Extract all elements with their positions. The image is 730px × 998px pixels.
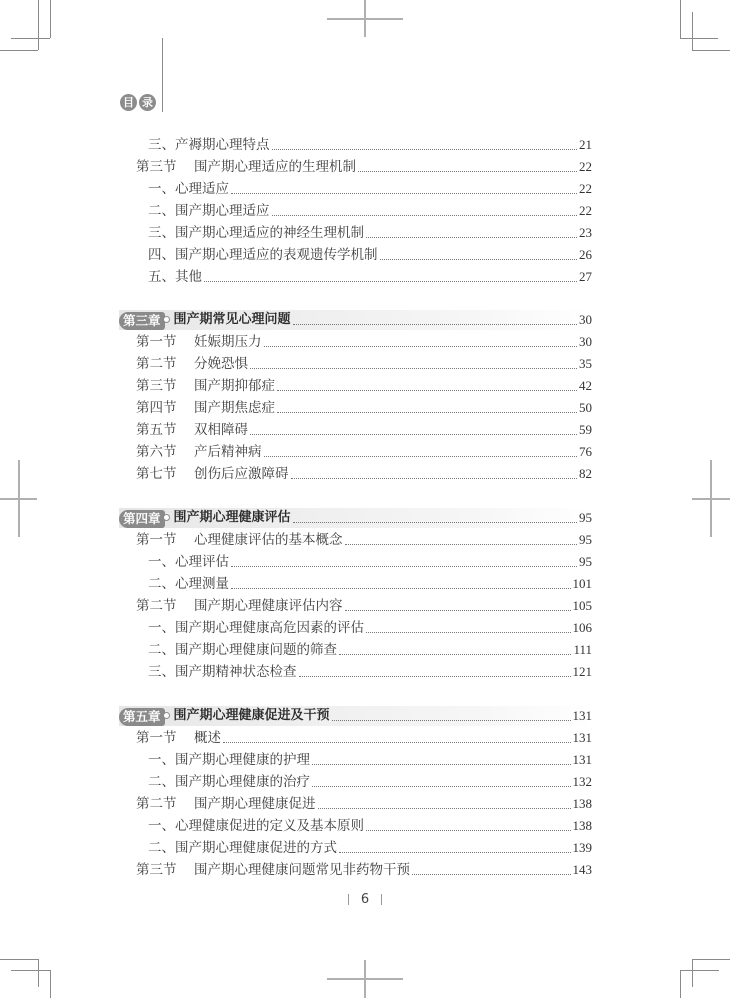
crop-mark bbox=[692, 50, 730, 51]
section-title: 围产期心理健康评估内容 bbox=[194, 598, 343, 614]
dot-leader bbox=[293, 324, 577, 325]
dot-leader bbox=[204, 281, 577, 282]
item-title: 一、围产期心理健康的护理 bbox=[148, 752, 310, 768]
dot-leader bbox=[358, 171, 577, 172]
dot-leader bbox=[366, 632, 571, 633]
crop-mark bbox=[0, 959, 38, 960]
toc-section-entry[interactable] bbox=[120, 376, 592, 396]
toc-item-entry[interactable] bbox=[120, 574, 592, 594]
crop-mark bbox=[680, 38, 718, 39]
page-ref: 121 bbox=[572, 664, 592, 679]
toc-item-entry[interactable] bbox=[120, 640, 592, 660]
item-title: 三、产褥期心理特点 bbox=[148, 137, 270, 153]
section-number: 第三节 bbox=[136, 378, 177, 394]
section-number: 第二节 bbox=[136, 598, 177, 614]
toc-section-entry[interactable] bbox=[120, 398, 592, 418]
page-ref: 22 bbox=[579, 181, 592, 196]
registration-mark bbox=[327, 978, 403, 980]
section-number: 第三节 bbox=[136, 862, 177, 878]
dot-leader bbox=[345, 544, 578, 545]
section-title: 围产期焦虑症 bbox=[194, 400, 275, 416]
section-title: 创伤后应激障碍 bbox=[194, 466, 289, 482]
item-title: 二、围产期心理健康的治疗 bbox=[148, 774, 310, 790]
dot-leader bbox=[412, 874, 571, 875]
page-ref: 95 bbox=[579, 532, 592, 547]
dot-leader bbox=[231, 193, 577, 194]
header-rule bbox=[162, 38, 163, 112]
crop-mark bbox=[50, 0, 51, 38]
section-title: 围产期抑郁症 bbox=[194, 378, 275, 394]
page-ref: 95 bbox=[579, 510, 592, 525]
registration-mark bbox=[327, 18, 403, 20]
page-footer bbox=[0, 892, 730, 907]
dot-leader bbox=[231, 588, 571, 589]
section-number: 第四节 bbox=[136, 400, 177, 416]
chapter-dot-icon bbox=[163, 712, 170, 719]
chapter-number-tag: 第四章 bbox=[119, 510, 165, 528]
page-ref: 30 bbox=[579, 334, 592, 349]
page-ref: 101 bbox=[572, 576, 592, 591]
toc-item-entry[interactable] bbox=[120, 552, 592, 572]
contents-badge-char: 目 bbox=[120, 94, 137, 111]
toc-item-entry[interactable] bbox=[120, 750, 592, 770]
section-number: 第二节 bbox=[136, 356, 177, 372]
page-ref: 22 bbox=[579, 203, 592, 218]
crop-mark bbox=[50, 970, 51, 998]
dot-leader bbox=[231, 566, 577, 567]
dot-leader bbox=[264, 346, 578, 347]
section-number: 第一节 bbox=[136, 334, 177, 350]
section-heading bbox=[136, 332, 262, 352]
crop-mark bbox=[38, 0, 39, 50]
page-ref: 26 bbox=[579, 247, 592, 262]
chapter-heading bbox=[119, 706, 330, 726]
page-ref: 131 bbox=[572, 708, 592, 723]
page-ref: 106 bbox=[572, 620, 592, 635]
toc-section-entry[interactable] bbox=[120, 530, 592, 550]
dot-leader bbox=[272, 149, 578, 150]
page-ref: 50 bbox=[579, 400, 592, 415]
toc-section-entry[interactable] bbox=[120, 860, 592, 880]
dot-leader bbox=[250, 434, 577, 435]
dot-leader bbox=[345, 610, 571, 611]
dot-leader bbox=[272, 215, 578, 216]
section-heading bbox=[136, 442, 262, 462]
toc-chapter-entry[interactable] bbox=[119, 706, 592, 726]
section-heading bbox=[136, 376, 275, 396]
chapter-number-tag: 第三章 bbox=[119, 312, 165, 330]
page-ref: 82 bbox=[579, 466, 592, 481]
chapter-heading bbox=[119, 310, 291, 330]
dot-leader bbox=[366, 237, 577, 238]
section-heading bbox=[136, 530, 343, 550]
toc-section-entry[interactable] bbox=[120, 332, 592, 352]
section-title: 心理健康评估的基本概念 bbox=[194, 532, 343, 548]
section-number: 第六节 bbox=[136, 444, 177, 460]
toc-item-entry[interactable] bbox=[120, 245, 592, 265]
crop-mark bbox=[680, 0, 681, 38]
section-title: 产后精神病 bbox=[194, 444, 262, 460]
item-title: 四、围产期心理适应的表观遗传学机制 bbox=[148, 247, 378, 263]
crop-mark bbox=[0, 50, 38, 51]
section-heading bbox=[136, 464, 289, 484]
footer-divider bbox=[381, 894, 382, 905]
item-title: 二、心理测量 bbox=[148, 576, 229, 592]
dot-leader bbox=[277, 390, 577, 391]
toc-section-entry[interactable] bbox=[120, 794, 592, 814]
section-number: 第二节 bbox=[136, 796, 177, 812]
page-ref: 27 bbox=[579, 269, 592, 284]
chapter-title: 围产期心理健康促进及干预 bbox=[173, 708, 330, 723]
toc-item-entry[interactable] bbox=[120, 838, 592, 858]
toc-section-entry[interactable] bbox=[120, 464, 592, 484]
dot-leader bbox=[332, 720, 571, 721]
crop-mark bbox=[692, 959, 693, 987]
page-ref: 138 bbox=[572, 818, 592, 833]
toc-item-entry[interactable] bbox=[120, 135, 592, 155]
toc-item-entry[interactable] bbox=[120, 772, 592, 792]
toc-section-entry[interactable] bbox=[120, 354, 592, 374]
dot-leader bbox=[277, 412, 577, 413]
toc-item-entry[interactable] bbox=[120, 179, 592, 199]
section-heading bbox=[136, 728, 221, 748]
dot-leader bbox=[339, 852, 571, 853]
dot-leader bbox=[312, 764, 571, 765]
chapter-number-tag: 第五章 bbox=[119, 708, 165, 726]
item-title: 一、心理适应 bbox=[148, 181, 229, 197]
footer-divider bbox=[348, 894, 349, 905]
item-title: 一、围产期心理健康高危因素的评估 bbox=[148, 620, 364, 636]
dot-leader bbox=[264, 456, 578, 457]
contents-badge-char: 录 bbox=[139, 94, 156, 111]
section-title: 围产期心理适应的生理机制 bbox=[194, 159, 356, 175]
section-number: 第五节 bbox=[136, 422, 177, 438]
page-number: 6 bbox=[360, 892, 370, 907]
registration-mark bbox=[0, 498, 37, 500]
chapter-title: 围产期心理健康评估 bbox=[173, 510, 291, 525]
section-heading bbox=[136, 596, 343, 616]
item-title: 三、围产期心理适应的神经生理机制 bbox=[148, 225, 364, 241]
crop-mark bbox=[11, 38, 50, 39]
section-title: 概述 bbox=[194, 730, 221, 746]
section-heading bbox=[136, 398, 275, 418]
page-ref: 95 bbox=[579, 554, 592, 569]
toc-section-entry[interactable] bbox=[120, 157, 592, 177]
page-ref: 139 bbox=[572, 840, 592, 855]
chapter-title: 围产期常见心理问题 bbox=[173, 312, 291, 327]
page-ref: 30 bbox=[579, 312, 592, 327]
section-title: 围产期心理健康促进 bbox=[194, 796, 316, 812]
section-title: 分娩恐惧 bbox=[194, 356, 248, 372]
item-title: 一、心理健康促进的定义及基本原则 bbox=[148, 818, 364, 834]
chapter-dot-icon bbox=[163, 316, 170, 323]
item-title: 一、心理评估 bbox=[148, 554, 229, 570]
toc-item-entry[interactable] bbox=[120, 201, 592, 221]
crop-mark bbox=[692, 12, 693, 50]
item-title: 二、围产期心理适应 bbox=[148, 203, 270, 219]
item-title: 三、围产期精神状态检查 bbox=[148, 664, 297, 680]
item-title: 五、其他 bbox=[148, 269, 202, 285]
crop-mark bbox=[38, 959, 39, 987]
page-ref: 131 bbox=[572, 730, 592, 745]
crop-mark bbox=[680, 970, 681, 998]
chapter-heading bbox=[119, 508, 291, 528]
dot-leader bbox=[380, 259, 578, 260]
section-number: 第七节 bbox=[136, 466, 177, 482]
page-ref: 35 bbox=[579, 356, 592, 371]
section-heading bbox=[136, 157, 356, 177]
dot-leader bbox=[250, 368, 577, 369]
crop-mark bbox=[11, 970, 50, 971]
section-heading bbox=[136, 794, 316, 814]
toc-chapter-entry[interactable] bbox=[119, 508, 592, 528]
section-number: 第一节 bbox=[136, 730, 177, 746]
chapter-dot-icon bbox=[163, 514, 170, 521]
page-ref: 59 bbox=[579, 422, 592, 437]
page-ref: 22 bbox=[579, 159, 592, 174]
dot-leader bbox=[366, 830, 571, 831]
page-ref: 131 bbox=[572, 752, 592, 767]
dot-leader bbox=[291, 478, 578, 479]
toc-item-entry[interactable] bbox=[120, 223, 592, 243]
page-ref: 111 bbox=[573, 642, 592, 657]
section-heading bbox=[136, 860, 410, 880]
dot-leader bbox=[299, 676, 571, 677]
page-ref: 76 bbox=[579, 444, 592, 459]
page-ref: 105 bbox=[572, 598, 592, 613]
registration-mark bbox=[692, 498, 730, 500]
toc-section-entry[interactable] bbox=[120, 728, 592, 748]
item-title: 二、围产期心理健康促进的方式 bbox=[148, 840, 337, 856]
toc-item-entry[interactable] bbox=[120, 618, 592, 638]
page-ref: 23 bbox=[579, 225, 592, 240]
item-title: 二、围产期心理健康问题的筛查 bbox=[148, 642, 337, 658]
crop-mark bbox=[692, 959, 730, 960]
dot-leader bbox=[293, 522, 577, 523]
section-heading bbox=[136, 420, 248, 440]
toc-chapter-entry[interactable] bbox=[119, 310, 592, 330]
toc-item-entry[interactable] bbox=[120, 816, 592, 836]
section-title: 妊娠期压力 bbox=[194, 334, 262, 350]
section-heading bbox=[136, 354, 248, 374]
page-ref: 143 bbox=[572, 862, 592, 877]
toc-section-entry[interactable] bbox=[120, 442, 592, 462]
page-ref: 138 bbox=[572, 796, 592, 811]
section-title: 双相障碍 bbox=[194, 422, 248, 438]
page-ref: 132 bbox=[572, 774, 592, 789]
page-ref: 42 bbox=[579, 378, 592, 393]
crop-mark bbox=[680, 970, 719, 971]
dot-leader bbox=[312, 786, 571, 787]
toc-section-entry[interactable] bbox=[120, 420, 592, 440]
dot-leader bbox=[223, 742, 571, 743]
toc-item-entry[interactable] bbox=[120, 662, 592, 682]
toc-section-entry[interactable] bbox=[120, 596, 592, 616]
page-ref: 21 bbox=[579, 137, 592, 152]
toc-item-entry[interactable] bbox=[120, 267, 592, 287]
section-title: 围产期心理健康问题常见非药物干预 bbox=[194, 862, 410, 878]
dot-leader bbox=[318, 808, 571, 809]
section-number: 第三节 bbox=[136, 159, 177, 175]
section-number: 第一节 bbox=[136, 532, 177, 548]
dot-leader bbox=[339, 654, 571, 655]
